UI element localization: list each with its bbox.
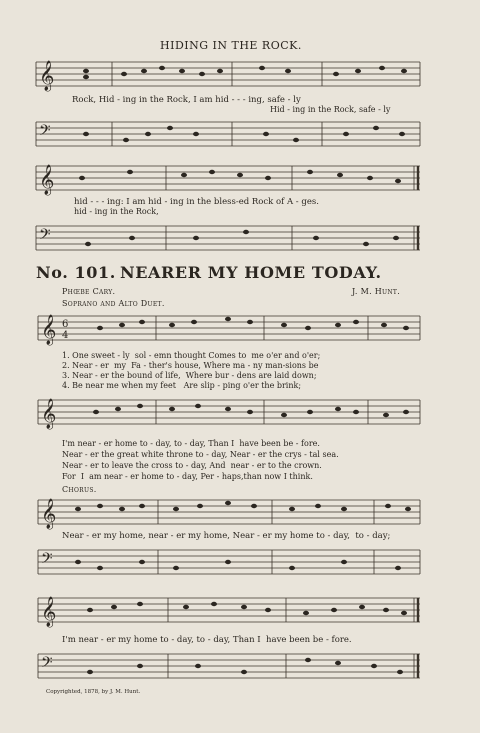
music-staff xyxy=(38,310,420,344)
lyric-line: Rock, Hid - ing in the Rock, I am hid - - - ing, safe - ly xyxy=(72,95,301,105)
hymn-author: Phœbe Cary. xyxy=(62,287,116,296)
svg-text:6: 6 xyxy=(62,319,69,330)
music-staff xyxy=(38,394,420,428)
svg-text:𝄢: 𝄢 xyxy=(41,654,53,675)
svg-text:𝄞: 𝄞 xyxy=(41,499,57,529)
svg-text:𝄞: 𝄞 xyxy=(41,315,57,345)
svg-text:4: 4 xyxy=(62,330,69,341)
music-staff xyxy=(38,494,420,528)
lyric-line: hid - - - ing: I am hid - ing in the bless-ed Rock of A - ges. xyxy=(74,197,319,207)
verse-line: 3. Near - er the bound of life, Where bur - dens are laid down; xyxy=(62,371,317,380)
section-title: HIDING IN THE ROCK. xyxy=(160,39,302,52)
svg-text:𝄞: 𝄞 xyxy=(41,399,57,429)
music-staff xyxy=(36,160,420,194)
music-staff xyxy=(38,544,420,578)
verse-line: 1. One sweet - ly sol - emn thought Comes to me o'er and o'er; xyxy=(62,351,321,360)
music-staff xyxy=(36,116,420,150)
copyright-notice: Copyrighted, 1878, by J. M. Hunt. xyxy=(46,689,141,695)
hymn-title: NEARER MY HOME TODAY. xyxy=(120,263,382,282)
svg-text:𝄞: 𝄞 xyxy=(39,61,55,91)
verse-line: Near - er to leave the cross to - day, And near - er to the crown. xyxy=(62,461,322,470)
verse-line: Near - er the great white throne to - day, Near - er the crys - tal sea. xyxy=(62,450,339,459)
hymn-arrangement: Soprano and Alto Duet. xyxy=(62,299,165,308)
svg-text:𝄢: 𝄢 xyxy=(39,122,51,143)
verse-line: 2. Near - er my Fa - ther's house, Where ma - ny man-sions be xyxy=(62,361,319,370)
lyric-line: Hid - ing in the Rock, safe - ly xyxy=(270,105,391,114)
verse-line: 4. Be near me when my feet Are slip - ping o'er the brink; xyxy=(62,381,302,390)
svg-text:𝄞: 𝄞 xyxy=(41,597,57,627)
music-staff xyxy=(38,648,420,682)
music-staff xyxy=(36,56,420,90)
chorus-label: Chorus. xyxy=(62,485,97,494)
hymn-composer: J. M. Hunt. xyxy=(352,287,401,296)
music-staff xyxy=(36,220,420,254)
svg-text:𝄢: 𝄢 xyxy=(41,550,53,571)
music-staff xyxy=(38,592,420,626)
chorus-line: I'm near - er my home to - day, to - day, Than I have been be - fore. xyxy=(62,635,352,645)
verse-line: I'm near - er home to - day, to - day, Than I have been be - fore. xyxy=(62,439,320,448)
svg-text:𝄢: 𝄢 xyxy=(39,226,51,247)
svg-text:𝄞: 𝄞 xyxy=(39,165,55,195)
lyric-line: hid - ing in the Rock, xyxy=(74,207,159,216)
verse-line: For I am near - er home to - day, Per - haps,than now I think. xyxy=(62,472,313,481)
chorus-line: Near - er my home, near - er my home, Near - er my home to - day, to - day; xyxy=(62,531,391,541)
hymn-number: No. 101. xyxy=(36,263,116,282)
